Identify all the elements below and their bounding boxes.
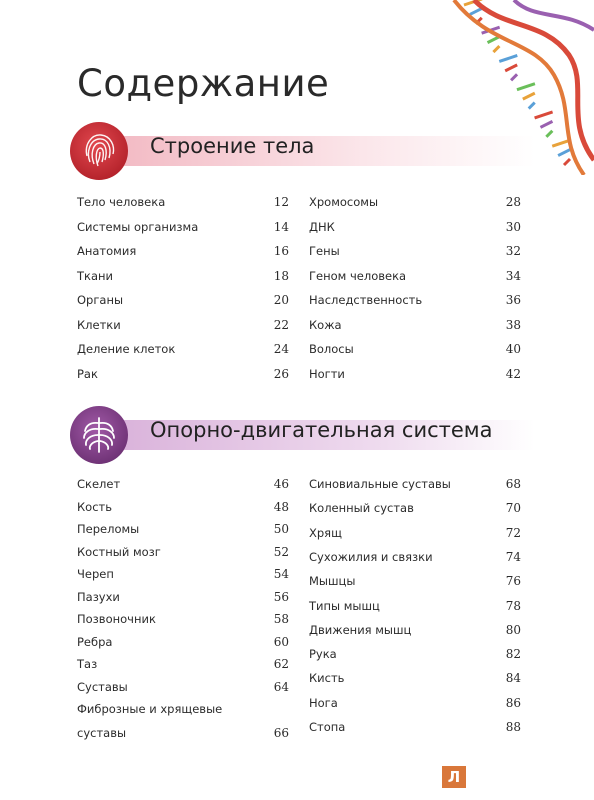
toc-entry[interactable] <box>309 550 521 570</box>
toc-entry[interactable] <box>309 220 521 240</box>
toc-page-number: 46 <box>273 477 289 491</box>
toc-entry[interactable] <box>77 590 289 610</box>
toc-entry[interactable] <box>309 647 521 667</box>
toc-entry[interactable] <box>77 220 289 240</box>
toc-label: Деление клеток <box>77 342 176 356</box>
toc-page-number: 74 <box>505 549 521 564</box>
toc-page-number: 72 <box>505 525 521 540</box>
section-title: Строение тела <box>150 134 315 158</box>
dna-rung <box>517 84 535 90</box>
toc-label: Суставы <box>77 679 128 694</box>
toc-page-number: 18 <box>273 268 289 283</box>
toc-entry[interactable] <box>309 720 521 740</box>
toc-entry[interactable] <box>309 244 521 264</box>
toc-entry[interactable] <box>77 500 289 520</box>
toc-label: Переломы <box>77 522 140 536</box>
toc-page-number: 34 <box>505 268 521 283</box>
toc-label: Гены <box>309 244 340 258</box>
toc-entry[interactable] <box>77 612 289 632</box>
toc-label: Мышцы <box>309 574 356 589</box>
toc-column-left <box>77 195 289 385</box>
dna-rung <box>523 93 535 99</box>
toc-label: Тело человека <box>77 195 166 209</box>
toc-page-number: 66 <box>273 726 289 740</box>
toc-page-number: 52 <box>273 544 289 559</box>
toc-entry[interactable] <box>77 726 289 746</box>
dna-rung <box>529 103 535 109</box>
toc-column-left <box>77 477 289 747</box>
toc-entry[interactable] <box>77 477 289 497</box>
toc-entry[interactable] <box>77 657 289 677</box>
toc-label: Органы <box>77 293 124 307</box>
dna-rung <box>564 159 570 165</box>
toc-label: Позвоночник <box>77 612 156 626</box>
toc-page-number: 24 <box>273 342 289 356</box>
page-title: Содержание <box>77 62 330 105</box>
toc-page-number: 16 <box>273 244 289 258</box>
dna-rung <box>493 46 499 52</box>
toc-label: Волосы <box>309 342 354 356</box>
dna-rung <box>488 37 500 43</box>
toc-label: Хрящ <box>309 525 342 540</box>
toc-label: Фиброзные и хрящевые <box>77 702 223 716</box>
toc-label: Стопа <box>309 720 346 734</box>
section-header-musculoskeletal <box>70 406 530 466</box>
toc-entry[interactable] <box>77 635 289 655</box>
toc-entry[interactable] <box>309 318 521 338</box>
toc-label: Клетки <box>77 317 121 332</box>
toc-page-number: 28 <box>505 195 521 209</box>
toc-entry[interactable] <box>309 367 521 387</box>
dna-rung <box>546 131 552 137</box>
toc-entry[interactable] <box>309 269 521 289</box>
toc-label: Синовиальные суставы <box>309 477 451 491</box>
toc-label: Таз <box>77 657 98 671</box>
toc-label: Геном человека <box>309 268 407 283</box>
dna-rung <box>511 74 517 80</box>
toc-label: Кость <box>77 499 112 514</box>
toc-page-number: 50 <box>273 522 289 536</box>
toc-entry[interactable] <box>309 342 521 362</box>
toc-entry[interactable] <box>309 526 521 546</box>
toc-label: Хромосомы <box>309 195 379 209</box>
toc-entry[interactable] <box>77 195 289 215</box>
toc-label: Скелет <box>77 477 121 491</box>
toc-column-right <box>309 477 521 747</box>
toc-page-number: 68 <box>505 477 521 491</box>
toc-label: Ребра <box>77 634 113 649</box>
toc-entry[interactable] <box>77 702 289 722</box>
toc-page-number: 54 <box>273 567 289 581</box>
toc-page-number: 64 <box>273 679 289 694</box>
toc-entry[interactable] <box>77 318 289 338</box>
dna-rung <box>505 65 517 71</box>
toc-label: Кисть <box>309 671 345 686</box>
fingerprint-icon <box>70 122 128 180</box>
toc-page-number: 58 <box>273 612 289 626</box>
toc-entry[interactable] <box>77 680 289 700</box>
toc-page-number: 38 <box>505 317 521 332</box>
dna-rung <box>470 8 482 14</box>
toc-entry[interactable] <box>309 599 521 619</box>
toc-page-number: 36 <box>505 293 521 307</box>
toc-entry[interactable] <box>309 293 521 313</box>
dna-rung <box>558 150 570 156</box>
toc-label: Пазухи <box>77 589 120 604</box>
toc-label: Рак <box>77 366 98 381</box>
toc-entry[interactable] <box>77 545 289 565</box>
toc-entry[interactable] <box>309 195 521 215</box>
toc-label: Рука <box>309 647 337 662</box>
section-title: Опорно-двигательная система <box>150 418 493 442</box>
toc-label: Анатомия <box>77 244 137 258</box>
toc-page-number: 14 <box>273 219 289 234</box>
toc-label: Костный мозг <box>77 544 161 559</box>
toc-page-number: 22 <box>273 317 289 332</box>
toc-label: Ногти <box>309 366 345 381</box>
ribcage-icon <box>70 406 128 464</box>
toc-column-right <box>309 195 521 385</box>
toc-page-number: 60 <box>273 634 289 649</box>
section-header-body-structure <box>70 122 530 182</box>
toc-entry[interactable] <box>77 567 289 587</box>
toc-page-number: 62 <box>273 657 289 671</box>
dna-rung <box>540 121 552 127</box>
toc-label: суставы <box>77 726 127 740</box>
toc-label: Системы организма <box>77 219 199 234</box>
publisher-logo: Л <box>442 766 466 788</box>
toc-entry[interactable] <box>309 501 521 521</box>
toc-page-number: 32 <box>505 244 521 258</box>
toc-label: Нога <box>309 695 338 710</box>
toc-entry[interactable] <box>309 574 521 594</box>
toc-page-number: 26 <box>273 366 289 381</box>
toc-label: Сухожилия и связки <box>309 549 433 564</box>
toc-label: Череп <box>77 567 114 581</box>
toc-entry[interactable] <box>309 671 521 691</box>
toc-page-number: 84 <box>505 671 521 686</box>
toc-page-number: 80 <box>505 622 521 637</box>
toc-page-number: 88 <box>505 720 521 734</box>
toc-label: Ткани <box>77 268 114 283</box>
toc-entry[interactable] <box>77 367 289 387</box>
toc-page-number: 70 <box>505 501 521 516</box>
toc-page-number: 40 <box>505 342 521 356</box>
dna-rung <box>535 112 553 118</box>
toc-page-number: 76 <box>505 574 521 589</box>
toc-entry[interactable] <box>309 696 521 716</box>
toc-label: Коленный сустав <box>309 501 414 516</box>
toc-entry[interactable] <box>77 293 289 313</box>
toc-label: Типы мышц <box>309 598 380 613</box>
toc-entry[interactable] <box>77 269 289 289</box>
toc-page-number: 30 <box>505 219 521 234</box>
dna-rung <box>499 55 517 61</box>
toc-entry[interactable] <box>77 244 289 264</box>
toc-page-number: 20 <box>273 293 289 307</box>
toc-page-number: 86 <box>505 695 521 710</box>
toc-page-number: 48 <box>273 499 289 514</box>
toc-entry[interactable] <box>309 477 521 497</box>
toc-page-number: 56 <box>273 589 289 604</box>
toc-entry[interactable] <box>77 342 289 362</box>
toc-label: ДНК <box>309 219 335 234</box>
toc-page-number: 42 <box>505 366 521 381</box>
toc-label: Кожа <box>309 317 342 332</box>
toc-entry[interactable] <box>77 522 289 542</box>
toc-page-number: 82 <box>505 647 521 662</box>
toc-page-number: 12 <box>273 195 289 209</box>
toc-entry[interactable] <box>309 623 521 643</box>
toc-page-number: 78 <box>505 598 521 613</box>
toc-label: Движения мышц <box>309 622 412 637</box>
toc-label: Наследственность <box>309 293 423 307</box>
